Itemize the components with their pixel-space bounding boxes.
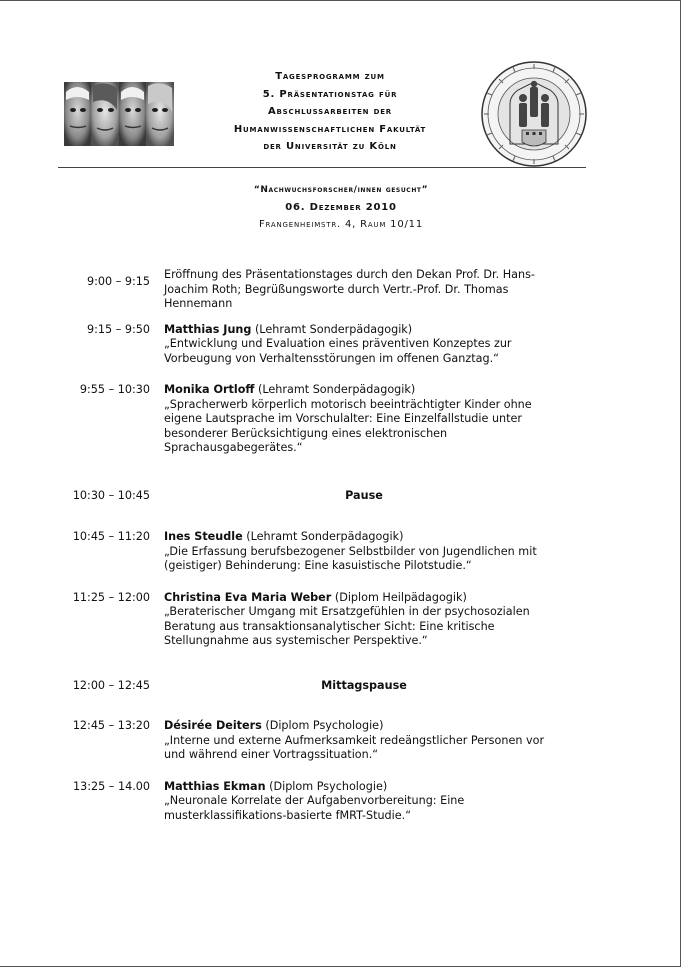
session-header: [164, 383, 564, 398]
study-program: (Lehramt Sonderpädagogik): [242, 530, 404, 543]
study-program: (Diplom Heilpädagogik): [331, 590, 467, 604]
session-title: „Interne und externe Aufmerksamkeit redeängstlicher Personen vor und während einer Vortragssituation.“: [164, 733, 545, 761]
title-line: der Universität zu Köln: [263, 141, 397, 152]
title-line: Abschlussarbeiten der: [268, 106, 392, 117]
presenter-name: Matthias Ekman: [164, 779, 266, 793]
session-title: Eröffnung des Präsentationstages durch den Dekan Prof. Dr. Hans-Joachim Roth; Begrüßungsworte durch Vertr.-Prof. Dr. Thomas Hennemann: [164, 268, 535, 310]
session-content: [164, 383, 564, 456]
header-divider: [58, 167, 586, 168]
schedule-row-pause: [0, 489, 682, 504]
pause-label: Pause: [345, 488, 383, 502]
session-header: [164, 591, 564, 606]
study-program: (Lehramt Sonderpädagogik): [251, 322, 413, 336]
session-header: [164, 323, 564, 338]
event-date: 06. Dezember 2010: [285, 202, 397, 213]
session-content: [164, 268, 564, 312]
session-content: [164, 530, 564, 574]
session-header: [164, 780, 564, 795]
title-line: Humanwissenschaftlichen Fakultät: [233, 123, 427, 135]
event-motto: “Nachwuchsforscher/innen gesucht”: [253, 185, 429, 195]
presenter-name: Monika Ortloff: [164, 383, 255, 396]
document-header: [0, 0, 682, 170]
time-slot: 9:55 – 10:30: [79, 383, 150, 396]
document-title: [185, 68, 475, 156]
schedule-row: [0, 719, 682, 763]
title-line: 5. Präsentationstag für: [262, 88, 398, 100]
session-content: [164, 323, 564, 367]
study-program: (Lehramt Sonderpädagogik): [254, 383, 416, 396]
session-title: „Die Erfassung berufsbezogener Selbstbilder von Jugendlichen mit (geistiger) Behinderung: Eine kasuistische Pilotstudie.“: [164, 544, 537, 572]
session-content: [164, 780, 564, 824]
presenter-name: Désirée Deiters: [164, 719, 262, 732]
schedule-row: [0, 268, 682, 312]
schedule-row: [0, 591, 682, 649]
time-slot: 9:15 – 9:50: [87, 322, 150, 336]
session-title: „Neuronale Korrelate der Aufgabenvorbereitung: Eine musterklassifikations-basierte fMRT-Studie.“: [164, 794, 465, 822]
pause-label: Mittagspause: [321, 678, 407, 692]
session-header: [164, 530, 564, 545]
session-content: [164, 719, 564, 763]
session-content: [164, 591, 564, 649]
time-slot: 10:30 – 10:45: [72, 488, 150, 502]
title-line: Tagesprogramm zum: [275, 71, 385, 82]
presenter-name: Christina Eva Maria Weber: [164, 590, 332, 604]
event-location: Frangenheimstr. 4, Raum 10/11: [259, 219, 423, 230]
session-title: „Spracherwerb körperlich motorisch beeinträchtigter Kinder ohne eigene Lautsprache im Vorschulalter: Eine Einzelfallstudie unter besonderer Berücksichtigung eines elektronischen Sprachausgabegerätes.“: [164, 397, 532, 454]
study-program: (Diplom Psychologie): [265, 779, 388, 793]
schedule-row: [0, 323, 682, 367]
presenter-name: Ines Steudle: [164, 530, 243, 543]
schedule: [0, 268, 682, 823]
time-slot: 12:45 – 13:20: [72, 719, 150, 732]
session-title: „Beraterischer Umgang mit Ersatzgefühlen in der psychosozialen Beratung aus transaktionsanalytischer Sicht: Eine kritische Stellungnahme aus systemischer Perspektive.“: [164, 605, 530, 647]
study-program: (Diplom Psychologie): [261, 719, 384, 732]
schedule-row: [0, 530, 682, 574]
event-info: [0, 182, 682, 233]
session-header: [164, 719, 564, 734]
schedule-row: [0, 383, 682, 456]
university-seal-icon: [480, 60, 588, 168]
time-slot: 9:00 – 9:15: [87, 275, 150, 288]
presenter-name: Matthias Jung: [164, 322, 252, 336]
face-montage-icon: [64, 82, 174, 146]
schedule-row: [0, 780, 682, 824]
time-slot: 13:25 – 14.00: [73, 779, 150, 793]
time-slot: 12:00 – 12:45: [72, 678, 150, 692]
time-slot: 10:45 – 11:20: [72, 530, 150, 543]
schedule-row-pause: [0, 679, 682, 694]
session-title: „Entwicklung und Evaluation eines präventiven Konzeptes zur Vorbeugung von Verhaltensstörungen im offenen Ganztag.“: [164, 337, 512, 365]
time-slot: 11:25 – 12:00: [72, 590, 150, 604]
